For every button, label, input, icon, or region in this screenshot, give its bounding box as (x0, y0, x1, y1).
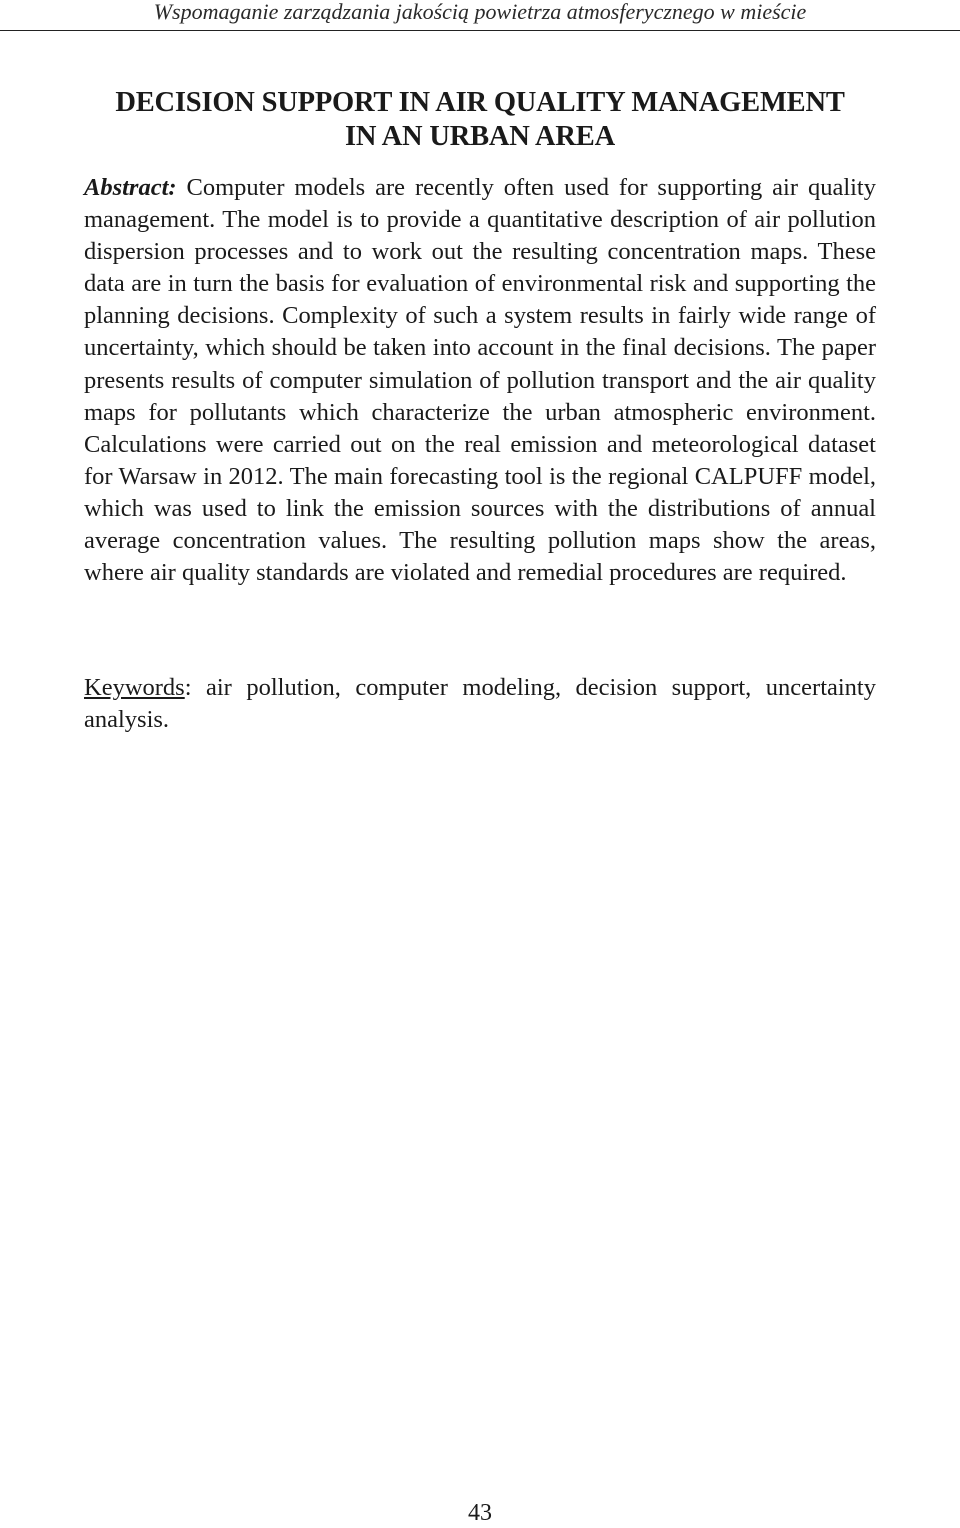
running-header: Wspomaganie zarządzania jakością powietrza atmosferycznego w mieście (153, 0, 807, 24)
paper-title-line-1: DECISION SUPPORT IN AIR QUALITY MANAGEMENT (115, 87, 845, 118)
paper-title-line-2: IN AN URBAN AREA (345, 121, 615, 152)
abstract-label: Abstract: (84, 174, 177, 201)
paper-title (60, 86, 900, 154)
page-number: 43 (468, 1500, 492, 1526)
keywords-paragraph (84, 672, 876, 736)
abstract-paragraph (84, 172, 876, 589)
keywords-text: : air pollution, computer modeling, decision support, uncertainty analysis. (84, 674, 876, 734)
abstract-text: Computer models are recently often used for supporting air quality management. The model is to provide a quantitative description of air pollution dispersion processes and to work out the resulting concentration maps. These data are in turn the basis for evaluation of environmental risk and supporting the planning decisions. Complexity of such a system results in fairly wide range of uncertainty, which should be taken into account in the final decisions. The paper presents results of computer simulation of pollution transport and the air quality maps for pollutants which characterize the urban atmospheric environment. Calculations were carried out on the real emission and meteorological dataset for Warsaw in 2012. The main forecasting tool is the regional CALPUFF model, which was used to link the emission sources with the distributions of annual average concentration values. The resulting pollution maps show the areas, where air quality standards are violated and remedial procedures are required. (84, 174, 876, 587)
header-rule (0, 30, 960, 31)
keywords-label: Keywords (84, 674, 185, 701)
